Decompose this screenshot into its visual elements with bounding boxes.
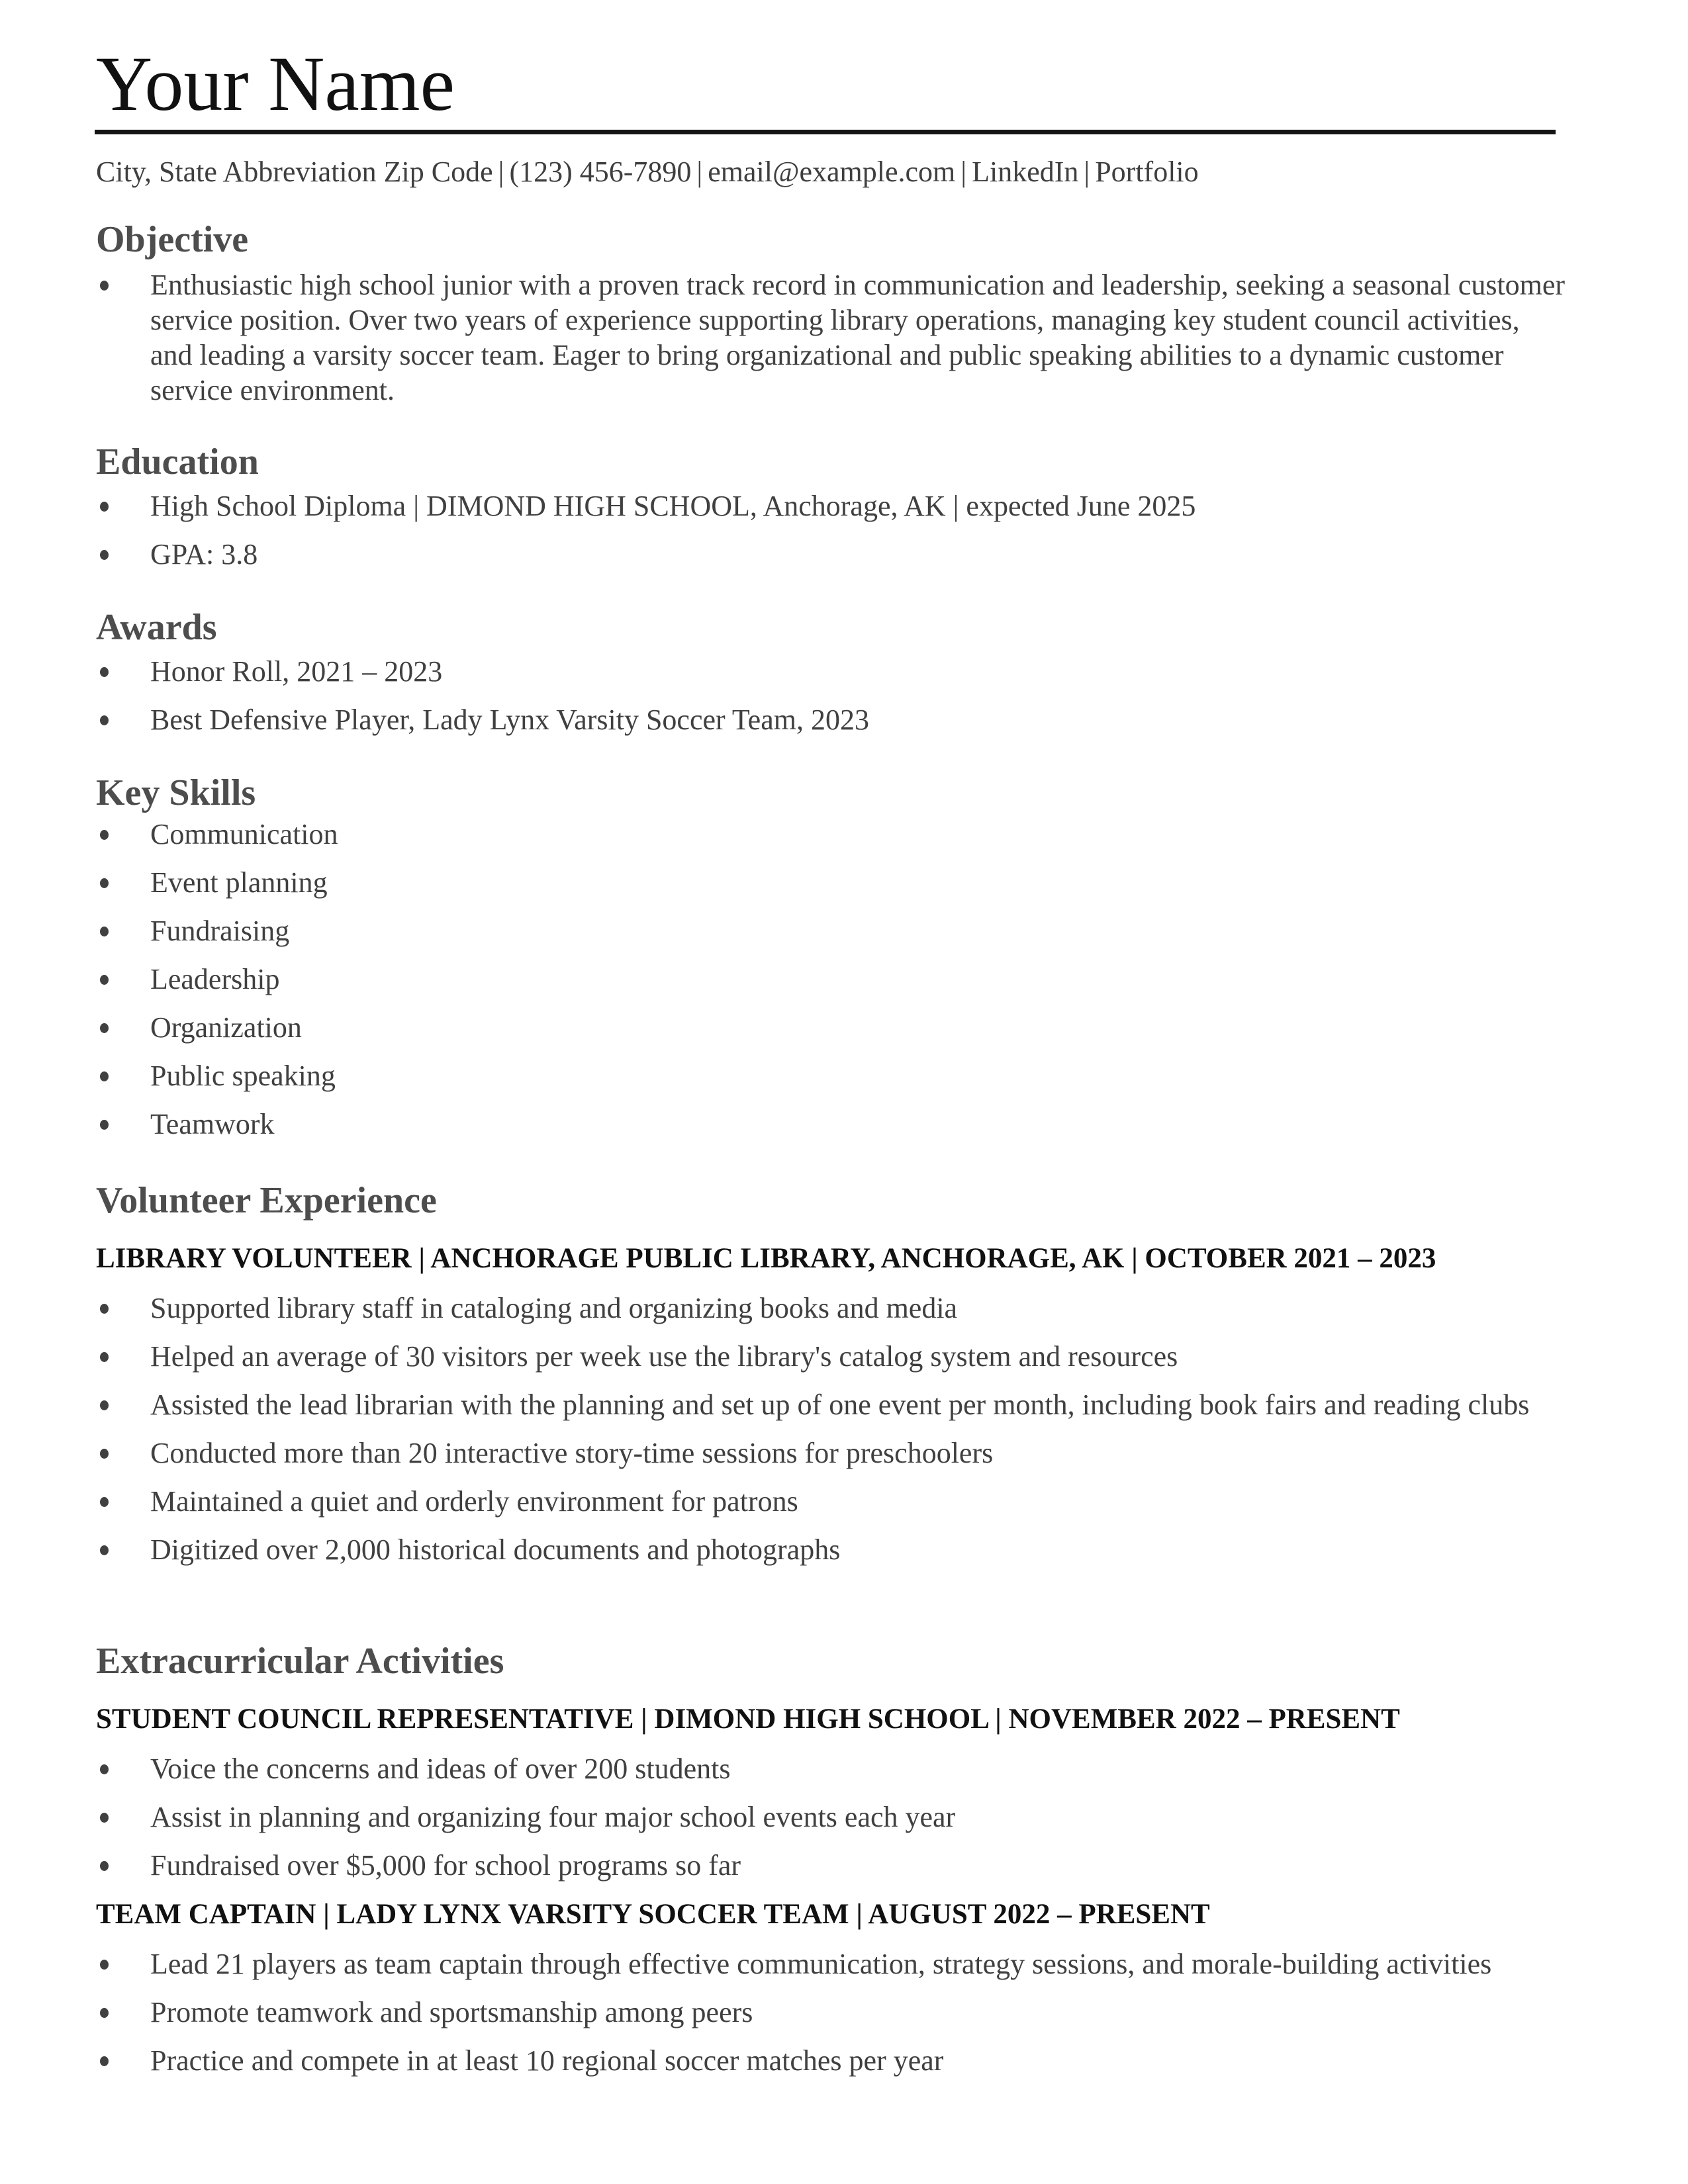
contact-email: email@example.com: [708, 156, 956, 188]
bullet-icon: [100, 1960, 109, 1970]
list-item: Voice the concerns and ideas of over 200 students: [96, 1751, 1579, 1786]
list-item: High School Diploma | DIMOND HIGH SCHOOL, Anchorage, AK | expected June 2025: [96, 488, 1579, 523]
job-title: STUDENT COUNCIL REPRESENTATIVE | DIMOND HIGH SCHOOL | NOVEMBER 2022 – PRESENT: [96, 1704, 1400, 1735]
list-item: Fundraised over $5,000 for school programs so far: [96, 1848, 1579, 1883]
bullet-icon: [100, 1861, 109, 1871]
separator: |: [1084, 156, 1090, 188]
bullet-icon: [100, 1071, 109, 1081]
section-heading: Awards: [96, 607, 217, 648]
volunteer-job-list: [96, 1291, 1579, 1567]
job-title: TEAM CAPTAIN | LADY LYNX VARSITY SOCCER TEAM | AUGUST 2022 – PRESENT: [96, 1899, 1210, 1930]
awards-list: [96, 654, 1579, 737]
objective-list: [96, 267, 1579, 408]
separator: |: [696, 156, 703, 188]
separator: |: [961, 156, 967, 188]
list-item: Teamwork: [96, 1107, 1579, 1142]
objective-section: [96, 217, 1579, 408]
section-heading: Education: [96, 441, 259, 482]
list-item: Practice and compete in at least 10 regional soccer matches per year: [96, 2043, 1539, 2078]
list-item: Best Defensive Player, Lady Lynx Varsity Soccer Team, 2023: [96, 702, 1579, 737]
list-item: Conducted more than 20 interactive story-time sessions for preschoolers: [96, 1435, 1539, 1471]
list-item: Fundraising: [96, 913, 1579, 948]
bullet-icon: [100, 1120, 109, 1130]
list-item: Assisted the lead librarian with the planning and set up of one event per month, including book fairs and reading clubs: [96, 1387, 1539, 1422]
bullet-icon: [100, 1400, 109, 1410]
section-heading: Key Skills: [96, 772, 256, 813]
bullet-icon: [100, 667, 109, 677]
list-item: Helped an average of 30 visitors per week use the library's catalog system and resources: [96, 1339, 1539, 1374]
separator: |: [498, 156, 504, 188]
list-item: Leadership: [96, 962, 1579, 997]
education-section: [96, 439, 1579, 585]
bullet-icon: [100, 1764, 109, 1774]
volunteer-section: [96, 1178, 1579, 1580]
section-heading: Extracurricular Activities: [96, 1641, 504, 1682]
bullet-icon: [100, 715, 109, 725]
list-item: Enthusiastic high school junior with a proven track record in communication and leadership, seeking a seasonal customer service position. Over two years of experience supporting library operations, managing key student council activities, and leading a varsity soccer team. Eager to bring organizational and public speaking abilities to a dynamic customer service environment.: [96, 267, 1579, 408]
list-item: Supported library staff in cataloging and organizing books and media: [96, 1291, 1539, 1326]
contact-phone: (123) 456-7890: [509, 156, 692, 188]
bullet-icon: [100, 927, 109, 936]
header-divider: [95, 130, 1556, 134]
education-list: [96, 488, 1579, 572]
bullet-icon: [100, 2008, 109, 2018]
bullet-icon: [100, 1545, 109, 1555]
list-item: Public speaking: [96, 1058, 1579, 1093]
bullet-icon: [100, 2056, 109, 2066]
bullet-icon: [100, 975, 109, 985]
list-item: Communication: [96, 817, 1579, 852]
list-item: Lead 21 players as team captain through effective communication, strategy sessions, and morale-building activities: [96, 1946, 1539, 1981]
candidate-name: Your Name: [96, 40, 455, 127]
skills-section: [96, 770, 1579, 1155]
bullet-icon: [100, 1497, 109, 1507]
list-item: Digitized over 2,000 historical documents and photographs: [96, 1532, 1539, 1567]
bullet-icon: [100, 281, 109, 291]
team-captain-list: [96, 1946, 1579, 2078]
bullet-icon: [100, 1304, 109, 1314]
list-item: Promote teamwork and sportsmanship among peers: [96, 1995, 1539, 2030]
bullet-icon: [100, 830, 109, 840]
bullet-icon: [100, 1352, 109, 1362]
list-item: Maintained a quiet and orderly environment for patrons: [96, 1484, 1539, 1519]
job-title: LIBRARY VOLUNTEER | ANCHORAGE PUBLIC LIBRARY, ANCHORAGE, AK | OCTOBER 2021 – 2023: [96, 1243, 1436, 1274]
list-item: GPA: 3.8: [96, 537, 1579, 572]
bullet-icon: [100, 550, 109, 560]
list-item: Assist in planning and organizing four major school events each year: [96, 1799, 1579, 1835]
student-council-list: [96, 1751, 1579, 1883]
section-heading: Objective: [96, 219, 249, 260]
bullet-icon: [100, 1449, 109, 1459]
contact-portfolio: Portfolio: [1095, 156, 1199, 188]
bullet-icon: [100, 878, 109, 888]
awards-section: [96, 605, 1579, 751]
contact-linkedin: LinkedIn: [972, 156, 1079, 188]
contact-location: City, State Abbreviation Zip Code: [96, 156, 493, 188]
list-item: Event planning: [96, 865, 1579, 900]
extracurricular-section: [96, 1639, 1579, 2091]
bullet-icon: [100, 1813, 109, 1823]
section-heading: Volunteer Experience: [96, 1180, 437, 1221]
list-item: Honor Roll, 2021 – 2023: [96, 654, 1579, 689]
bullet-icon: [100, 1023, 109, 1033]
skills-list: [96, 817, 1579, 1142]
list-item: Organization: [96, 1010, 1579, 1045]
contact-line: [96, 154, 1199, 191]
bullet-icon: [100, 502, 109, 512]
